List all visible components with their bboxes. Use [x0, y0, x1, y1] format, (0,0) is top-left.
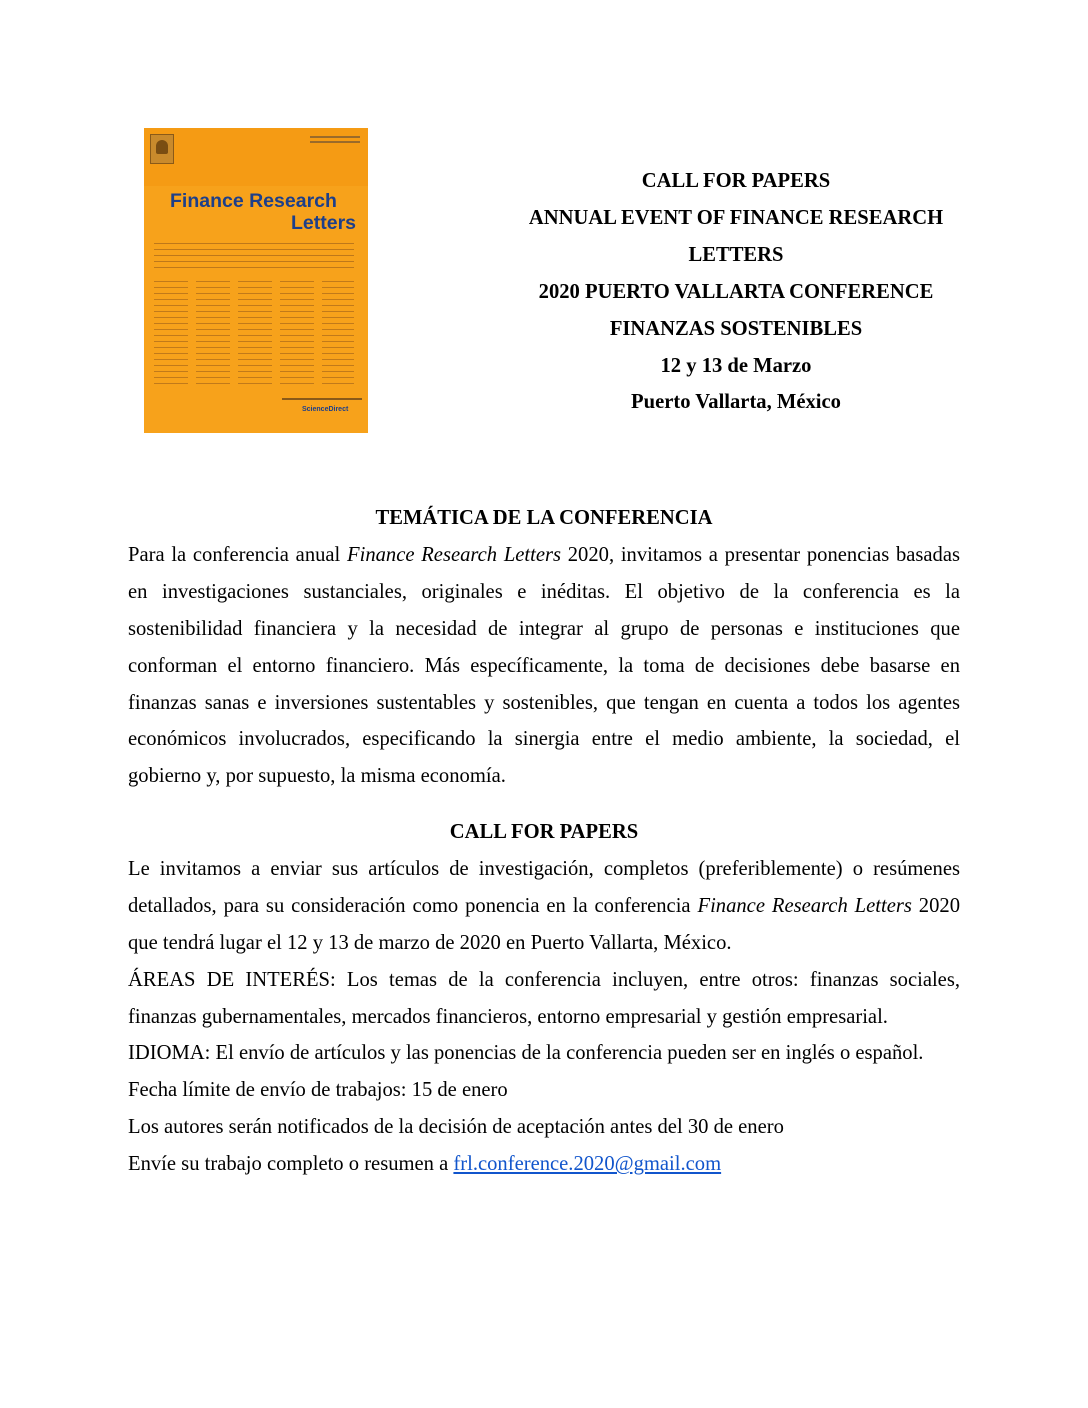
- journal-name-emphasis: Finance Research Letters: [347, 543, 562, 566]
- deadline-line: Fecha límite de envío de trabajos: 15 de enero: [128, 1079, 508, 1102]
- cover-publisher-mark: ScienceDirect: [302, 406, 349, 413]
- heading-line: ANNUAL EVENT OF FINANCE RESEARCH: [528, 206, 944, 229]
- cfp-paragraph: [128, 851, 960, 962]
- email-link[interactable]: frl.conference.2020@gmail.com: [453, 1153, 722, 1176]
- areas-paragraph: ÁREAS DE INTERÉS: Los temas de la conferencia incluyen, entre otros: finanzas sociales, finanzas gubernamentales, mercados financieros, entorno empresarial y gestión empresarial.: [128, 968, 960, 1028]
- cover-board-list: [154, 278, 354, 384]
- cover-footer-line: [282, 398, 362, 400]
- cover-editors-text: [154, 240, 354, 270]
- elsevier-logo-icon: [150, 134, 174, 164]
- submission-line: [128, 1146, 960, 1183]
- cover-journal-title: [170, 190, 360, 234]
- heading-line: 2020 PUERTO VALLARTA CONFERENCE: [538, 280, 934, 303]
- conference-heading: [508, 163, 964, 421]
- cover-title-line2: Letters: [291, 212, 357, 234]
- heading-line: Puerto Vallarta, México: [631, 391, 841, 414]
- journal-name-emphasis: Finance Research Letters: [697, 894, 912, 917]
- text-run: 2020 que tendrá lugar el 12 y 13 de marzo de 2020 en Puerto Vallarta, México.: [128, 894, 960, 954]
- section-title: CALL FOR PAPERS: [449, 821, 639, 843]
- notification-line: Los autores serán notificados de la decisión de aceptación antes del 30 de enero: [128, 1116, 784, 1139]
- cfp-section: [128, 814, 960, 1183]
- tematica-section: [128, 500, 960, 795]
- heading-line: LETTERS: [688, 243, 784, 266]
- tematica-paragraph: [128, 537, 960, 795]
- heading-line: 12 y 13 de Marzo: [660, 354, 812, 377]
- text-run: Envíe su trabajo completo o resumen a: [128, 1153, 454, 1176]
- heading-line: FINANZAS SOSTENIBLES: [609, 317, 863, 340]
- heading-line: CALL FOR PAPERS: [641, 170, 831, 192]
- language-line: IDIOMA: El envío de artículos y las ponencias de la conferencia pueden ser en inglés o español.: [128, 1042, 924, 1065]
- text-run: Le invitamos a enviar sus artículos de investigación, completos (preferiblemente) o resúmenes detallados, para su consideración como ponencia en la conferencia: [128, 857, 960, 917]
- section-title: TEMÁTICA DE LA CONFERENCIA: [375, 507, 713, 529]
- text-run: Para la conferencia anual: [128, 543, 348, 566]
- journal-cover-image: [144, 128, 368, 433]
- cover-issn-lines: [310, 136, 360, 138]
- text-run: 2020, invitamos a presentar ponencias basadas en investigaciones sustanciales, originales e inéditas. El objetivo de la conferencia es la sostenibilidad financiera y la necesidad de integrar al grupo de personas e instituciones que conforman el entorno financiero. Más específicamente, la toma de decisiones debe basarse en finanzas sanas e inversiones sustentables y sostenibles, que tengan en cuenta a todos los agentes económicos involucrados, especificando la sinergia entre el medio ambiente, la sociedad, el gobierno y, por supuesto, la misma economía.: [128, 543, 960, 788]
- cover-title-line1: Finance Research: [170, 190, 337, 212]
